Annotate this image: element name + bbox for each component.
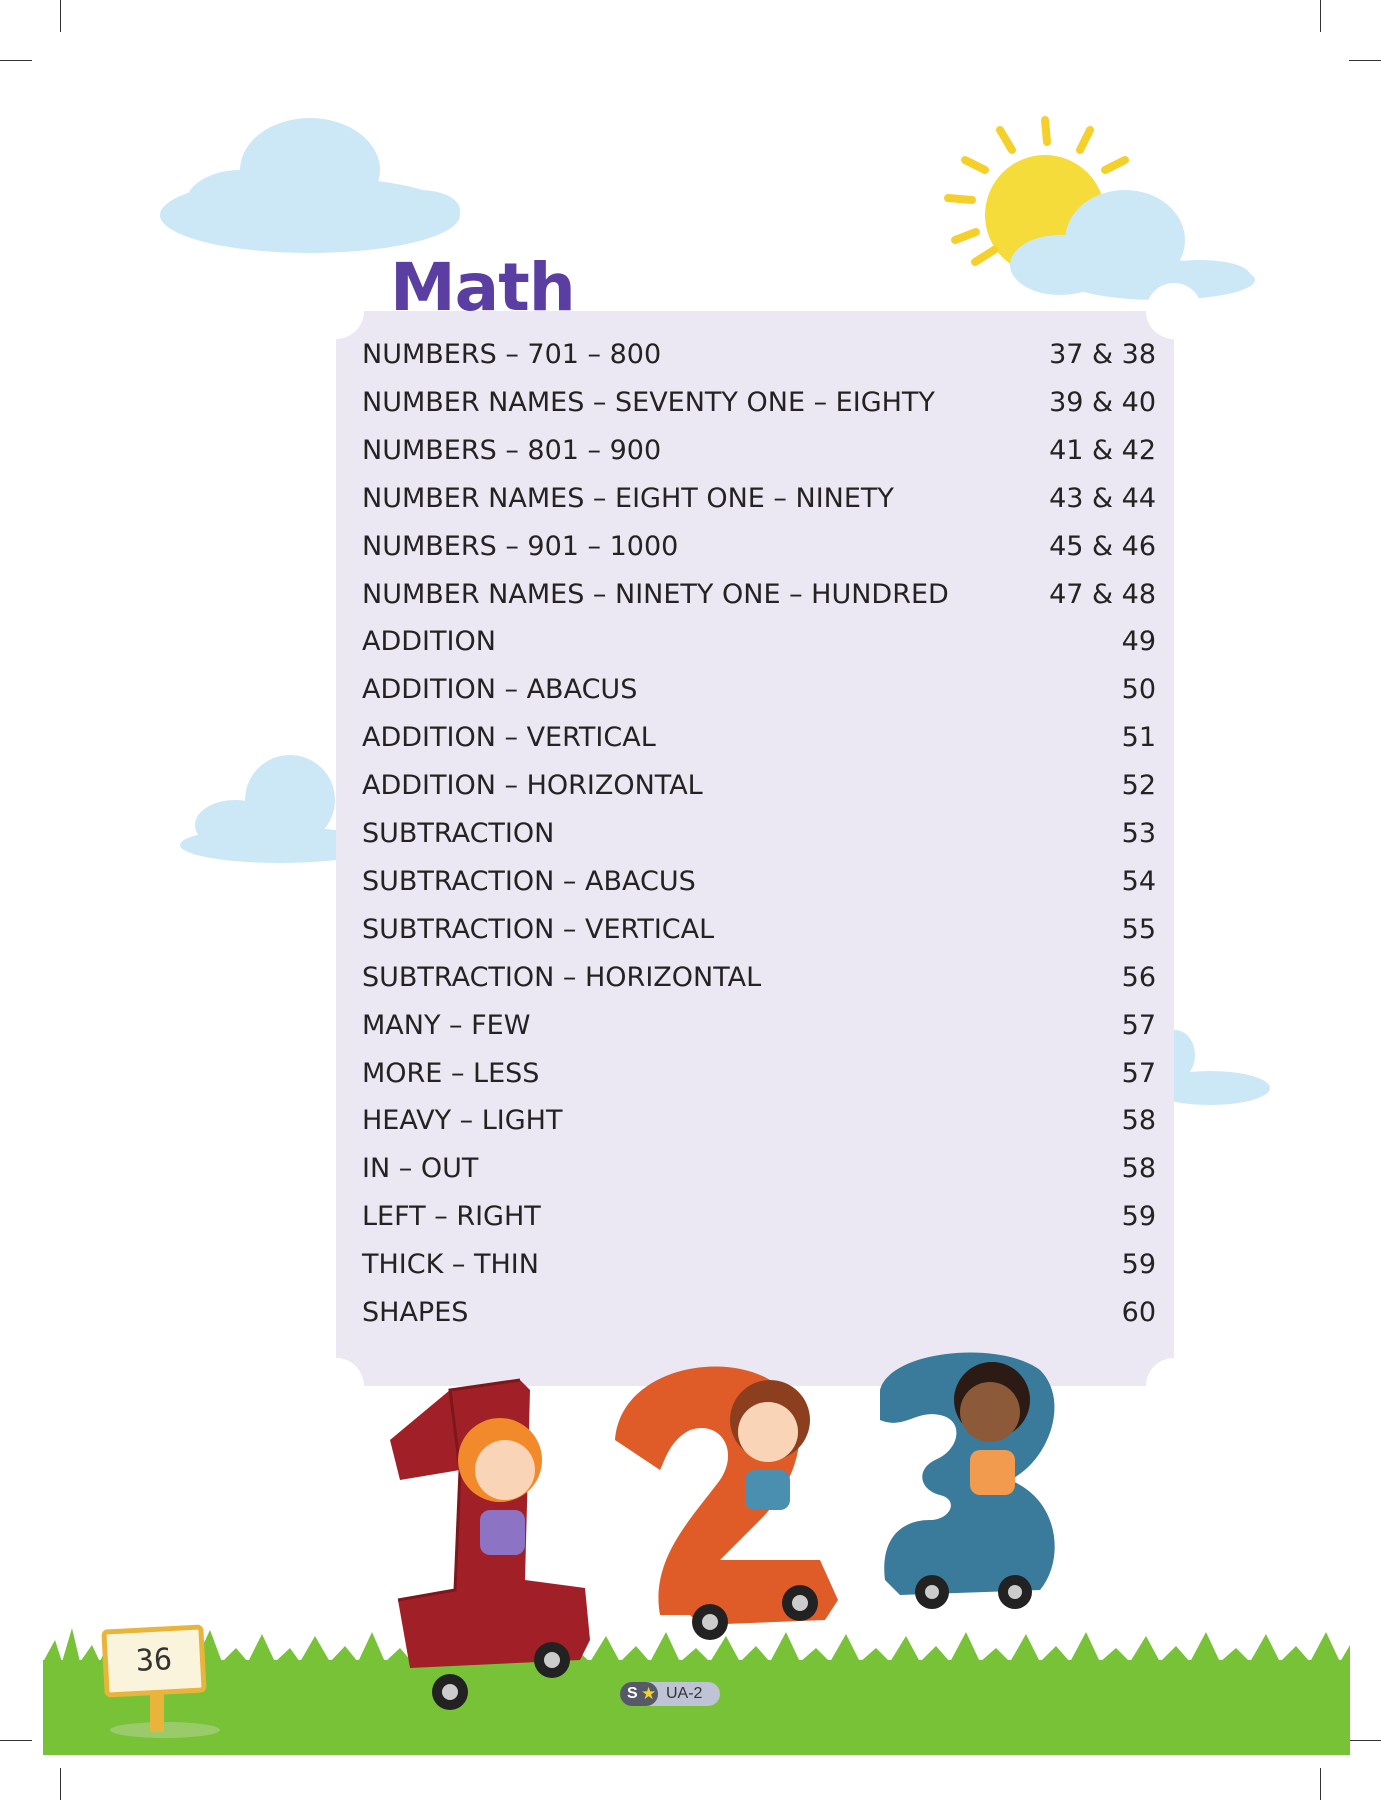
- toc-entry-label: NUMBERS – 801 – 900: [362, 434, 662, 466]
- toc-entry-page: 50: [1121, 674, 1156, 706]
- toc-entry-page: 57: [1121, 1009, 1156, 1041]
- toc-entry-label: NUMBER NAMES – SEVENTY ONE – EIGHTY: [362, 386, 935, 418]
- toc-entry-label: NUMBER NAMES – EIGHT ONE – NINETY: [362, 482, 894, 514]
- toc-entry-label: NUMBERS – 701 – 800: [362, 339, 662, 370]
- toc-entry-label: SHAPES: [362, 1297, 469, 1328]
- toc-entry-page: 58: [1121, 1105, 1156, 1137]
- toc-entry-page: 41 & 42: [1049, 434, 1156, 466]
- toc-entry-page: 45 & 46: [1049, 530, 1156, 562]
- code-letter: S: [620, 1682, 658, 1706]
- toc-entry-page: 49: [1121, 626, 1156, 658]
- toc-entry-label: SUBTRACTION – ABACUS: [362, 865, 696, 897]
- star-icon: ★: [641, 1684, 657, 1703]
- toc-entry-label: IN – OUT: [362, 1153, 479, 1185]
- toc-entry-label: MANY – FEW: [362, 1009, 531, 1041]
- product-code-badge: [620, 1682, 720, 1706]
- toc-entry-page: 55: [1121, 913, 1156, 945]
- number-three-car-icon: [880, 1353, 1055, 1609]
- toc-entry-label: LEFT – RIGHT: [362, 1201, 541, 1233]
- toc-entry-page: 37 & 38: [1049, 339, 1156, 370]
- toc-entry-label: ADDITION – VERTICAL: [362, 722, 656, 754]
- toc-entry-label: NUMBERS – 901 – 1000: [362, 530, 679, 562]
- toc-entry-page: 59: [1121, 1201, 1156, 1233]
- toc-entry-label: NUMBER NAMES – NINETY ONE – HUNDRED: [362, 578, 949, 610]
- toc-entry-page: 59: [1121, 1249, 1156, 1281]
- toc-entry-label: SUBTRACTION – HORIZONTAL: [362, 961, 762, 993]
- toc-entry-label: ADDITION: [362, 626, 496, 658]
- toc-entry-label: HEAVY – LIGHT: [362, 1105, 563, 1137]
- code-suffix: UA-2: [666, 1685, 703, 1702]
- number-one-car-icon: [390, 1380, 590, 1710]
- toc-entry-page: 60: [1121, 1297, 1156, 1328]
- toc-entry-label: ADDITION – HORIZONTAL: [362, 770, 703, 802]
- toc-entry-label: THICK – THIN: [362, 1249, 539, 1281]
- number-two-car-icon: [615, 1367, 838, 1641]
- toc-entry-page: 51: [1121, 722, 1156, 754]
- toc-entry-label: MORE – LESS: [362, 1057, 540, 1089]
- toc-entry-label: SUBTRACTION: [362, 818, 555, 849]
- toc-entry-page: 57: [1121, 1057, 1156, 1089]
- toc-entry-label: ADDITION – ABACUS: [362, 674, 638, 706]
- toc-entry-page: 47 & 48: [1049, 578, 1156, 610]
- toc-entry-label: SUBTRACTION – VERTICAL: [362, 913, 715, 945]
- toc-entry-page: 52: [1121, 770, 1156, 802]
- toc-entry-page: 43 & 44: [1049, 482, 1156, 514]
- toc-entry-page: 56: [1121, 961, 1156, 993]
- toc-entry-page: 53: [1121, 818, 1156, 849]
- page-title: Math: [390, 249, 575, 326]
- toc-entry-page: 54: [1121, 865, 1156, 897]
- toc-entry-page: 39 & 40: [1049, 386, 1156, 418]
- toc-entry-page: 58: [1121, 1153, 1156, 1185]
- page-number: 36: [101, 1624, 206, 1697]
